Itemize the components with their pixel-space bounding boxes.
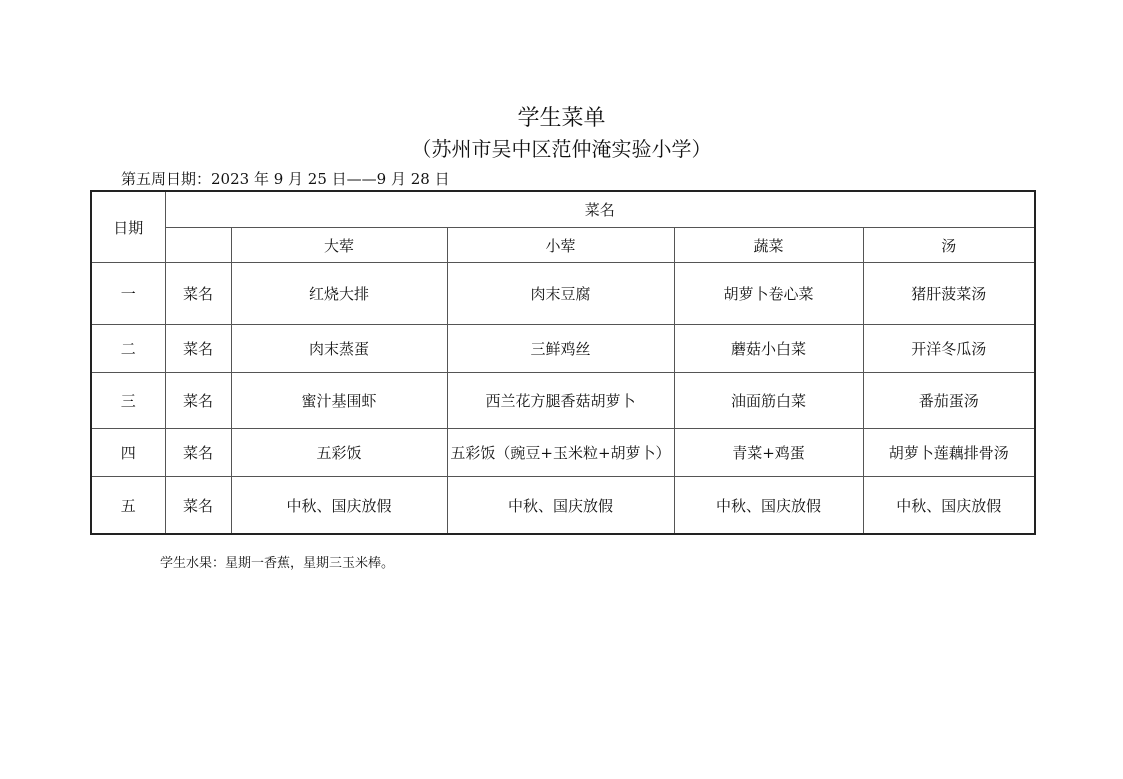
day-cell: 五 — [91, 477, 165, 535]
dish-cell: 中秋、国庆放假 — [231, 477, 447, 535]
table-row — [91, 429, 1035, 477]
table-row — [91, 325, 1035, 373]
dish-cell: 开洋冬瓜汤 — [863, 325, 1035, 373]
row-label-cell: 菜名 — [165, 263, 231, 325]
dish-cell: 三鲜鸡丝 — [447, 325, 674, 373]
day-cell: 二 — [91, 325, 165, 373]
fruit-note: 学生水果：星期一香蕉，星期三玉米棒。 — [160, 556, 395, 571]
page-title: 学生菜单 — [517, 106, 606, 131]
dish-cell: 青菜+鸡蛋 — [674, 429, 863, 477]
table-subheader-row — [91, 228, 1035, 263]
dish-cell: 中秋、国庆放假 — [447, 477, 674, 535]
header-empty-cell — [165, 228, 231, 263]
dish-cell: 胡萝卜卷心菜 — [674, 263, 863, 325]
day-cell: 一 — [91, 263, 165, 325]
dish-cell: 肉末蒸蛋 — [231, 325, 447, 373]
row-label-cell: 菜名 — [165, 373, 231, 429]
week-date-range: 第五周日期：2023 年 9 月 25 日——9 月 28 日 — [121, 170, 450, 188]
day-cell: 四 — [91, 429, 165, 477]
header-side-meat: 小荤 — [447, 228, 674, 263]
dish-cell: 中秋、国庆放假 — [863, 477, 1035, 535]
table-row — [91, 373, 1035, 429]
menu-table — [90, 190, 1036, 535]
dish-cell: 蘑菇小白菜 — [674, 325, 863, 373]
dish-cell: 中秋、国庆放假 — [674, 477, 863, 535]
day-cell: 三 — [91, 373, 165, 429]
header-dish-group-cell: 菜名 — [165, 191, 1035, 228]
table-row — [91, 477, 1035, 535]
dish-cell: 五彩饭 — [231, 429, 447, 477]
header-date-cell: 日期 — [91, 191, 165, 263]
row-label-cell: 菜名 — [165, 325, 231, 373]
header-soup: 汤 — [863, 228, 1035, 263]
dish-cell: 五彩饭（豌豆+玉米粒+胡萝卜） — [447, 429, 674, 477]
dish-cell: 西兰花方腿香菇胡萝卜 — [447, 373, 674, 429]
header-vegetable: 蔬菜 — [674, 228, 863, 263]
dish-cell: 胡萝卜莲藕排骨汤 — [863, 429, 1035, 477]
table-row — [91, 263, 1035, 325]
row-label-cell: 菜名 — [165, 429, 231, 477]
table-header-row — [91, 191, 1035, 228]
dish-cell: 油面筋白菜 — [674, 373, 863, 429]
page-subtitle: （苏州市吴中区范仲淹实验小学） — [411, 137, 712, 161]
header-main-meat: 大荤 — [231, 228, 447, 263]
dish-cell: 蜜汁基围虾 — [231, 373, 447, 429]
row-label-cell: 菜名 — [165, 477, 231, 535]
dish-cell: 猪肝菠菜汤 — [863, 263, 1035, 325]
dish-cell: 肉末豆腐 — [447, 263, 674, 325]
dish-cell: 番茄蛋汤 — [863, 373, 1035, 429]
dish-cell: 红烧大排 — [231, 263, 447, 325]
